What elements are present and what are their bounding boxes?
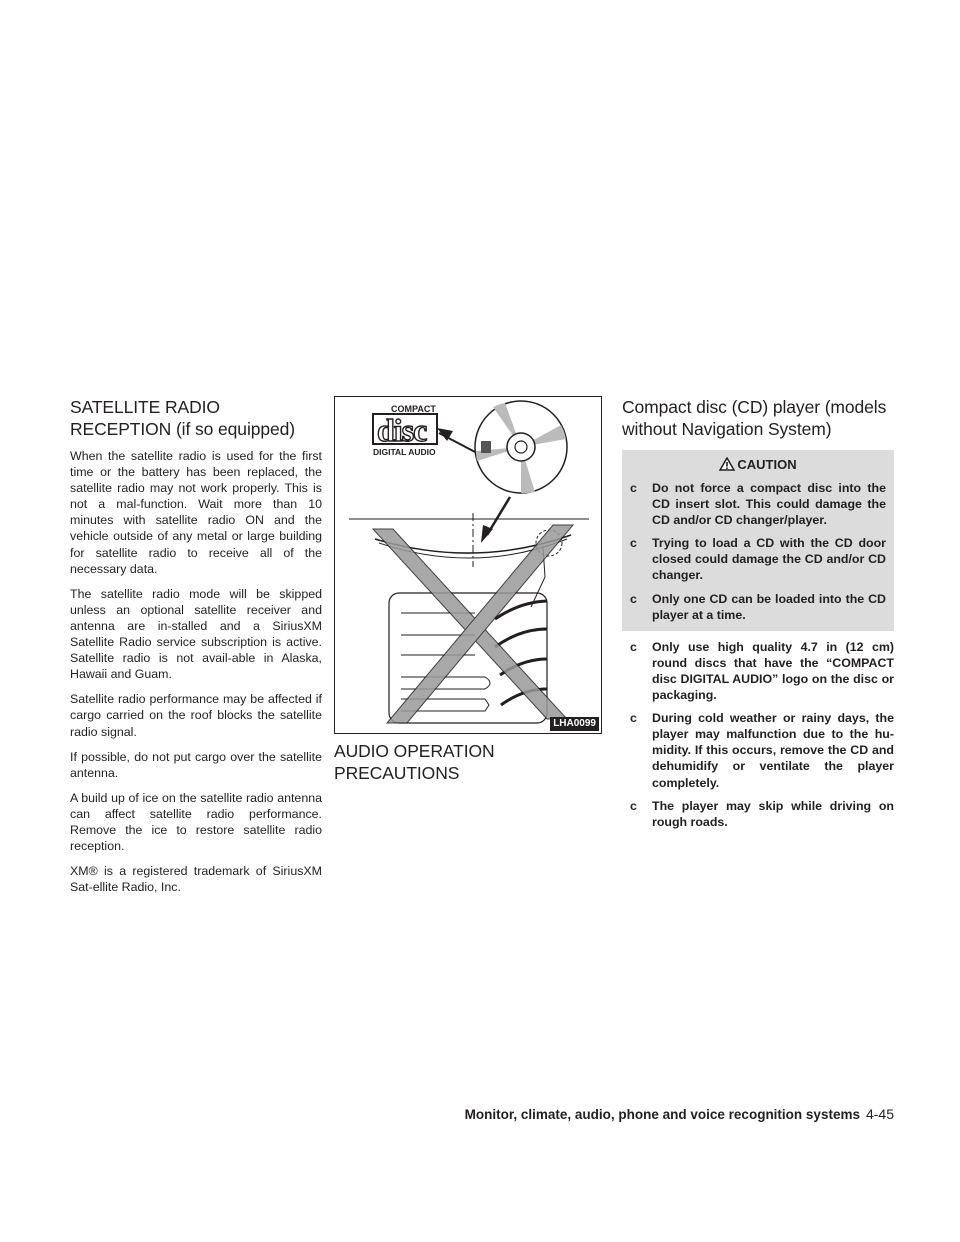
bullet-icon: c bbox=[630, 481, 637, 495]
caution-item bbox=[630, 535, 886, 583]
note-item bbox=[622, 798, 894, 830]
satellite-radio-section bbox=[70, 396, 322, 904]
cd-player-heading: Compact disc (CD) player (models without Navigation System) bbox=[622, 397, 887, 439]
bullet-icon: c bbox=[630, 711, 637, 726]
logo-disc-text: disc bbox=[377, 412, 427, 448]
trademark-note: XM® is a registered trademark of SiriusXM Sat-ellite Radio, Inc. bbox=[70, 864, 322, 895]
warning-triangle-icon bbox=[719, 457, 735, 471]
caution-box bbox=[622, 450, 894, 631]
cd-notes-list bbox=[622, 639, 894, 830]
bullet-icon: c bbox=[630, 536, 637, 551]
cd-slot-diagram bbox=[335, 397, 603, 735]
figure-id-label: LHA0099 bbox=[550, 717, 599, 731]
logo-compact-text: COMPACT bbox=[391, 404, 436, 414]
paragraph: If possible, do not put cargo over the satellite antenna. bbox=[70, 749, 322, 780]
paragraph: The satellite radio mode will be skipped unless an optional satellite receiver and antenna are in-stalled and a SiriusXM Satellite Radio service subscription is active. Satellite radio is not avail-able in Alaska, Hawaii and Guam. bbox=[70, 586, 322, 682]
caution-header bbox=[630, 456, 886, 474]
caution-item bbox=[630, 591, 886, 623]
compact-disc-icon bbox=[475, 401, 567, 493]
page-number: 4-45 bbox=[865, 1106, 894, 1122]
caution-item-text: Do not force a compact disc into the CD insert slot. This could damage the CD and/or CD changer/player. bbox=[652, 481, 886, 528]
paragraph: When the satellite radio is used for the first time or the battery has been replaced, the satellite radio may not work properly. This is not a mal-function. Wait more than 10 minutes with satellite radio ON and the vehicle outside of any metal or large building for satellite radio to receive all of the necessary data. bbox=[70, 449, 322, 576]
bullet-icon: c bbox=[630, 591, 637, 606]
note-item bbox=[622, 710, 894, 790]
caution-item bbox=[630, 480, 886, 528]
logo-digital-audio-text: DIGITAL AUDIO bbox=[373, 447, 436, 457]
cd-illustration bbox=[334, 396, 602, 734]
page-footer bbox=[430, 1106, 894, 1122]
note-item-text: The player may skip while driving on rough roads. bbox=[652, 798, 894, 829]
note-item-text: Only use high quality 4.7 in (12 cm) round discs that have the “COMPACT disc DIGITAL AUDIO” logo on the disc or packaging. bbox=[652, 639, 894, 703]
cd-player-section bbox=[622, 396, 894, 837]
caution-item-text: Trying to load a CD with the CD door closed could damage the CD and/or CD changer. bbox=[652, 536, 886, 583]
paragraph: Satellite radio performance may be affected if cargo carried on the roof blocks the satellite radio signal. bbox=[70, 692, 322, 739]
audio-precautions-section bbox=[334, 396, 602, 784]
caution-title: CAUTION bbox=[737, 457, 797, 472]
bullet-icon: c bbox=[630, 639, 637, 654]
paragraph: A build up of ice on the satellite radio antenna can affect satellite radio performance. Remove the ice to restore satellite radio reception. bbox=[70, 790, 322, 854]
footer-section-title: Monitor, climate, audio, phone and voice recognition systems bbox=[464, 1107, 860, 1122]
caution-item-text: Only one CD can be loaded into the CD player at a time. bbox=[652, 591, 886, 622]
note-item bbox=[622, 639, 894, 703]
bullet-icon: c bbox=[630, 798, 637, 813]
satellite-radio-heading: SATELLITE RADIO RECEPTION (if so equipped) bbox=[70, 397, 295, 439]
chapter-heading: AUDIO OPERATION PRECAUTIONS bbox=[334, 741, 495, 783]
note-item-text: During cold weather or rainy days, the player may malfunction due to the hu-midity. If this occurs, remove the CD and dehumidify or ventilate the player completely. bbox=[652, 711, 894, 790]
compact-disc-logo bbox=[373, 404, 437, 457]
